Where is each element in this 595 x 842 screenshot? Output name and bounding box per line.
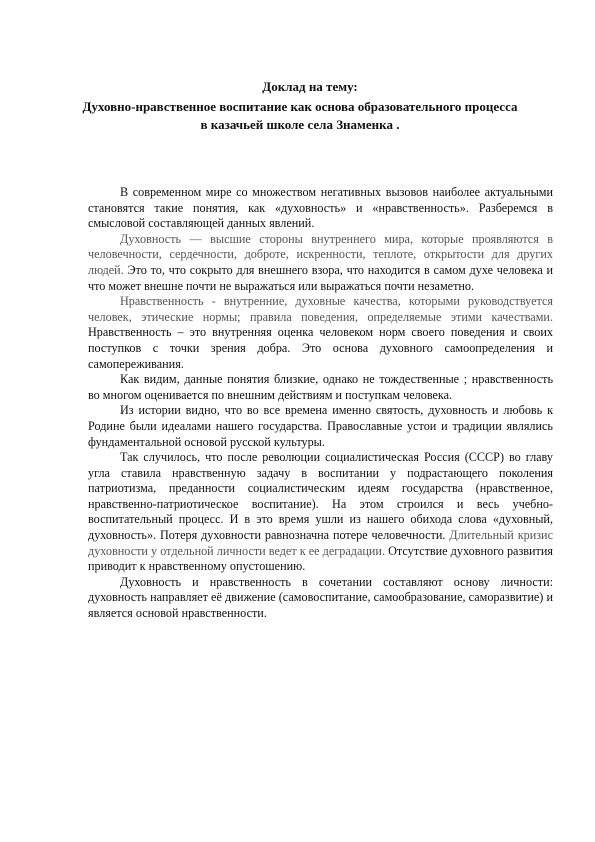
paragraph-text: Это то, что сокрыто для внешнего взора, что находится в самом духе человека и что может внешне почти не выражаться или выражаться почти незаметно. [88,262,554,293]
paragraph-2 [88,232,553,294]
paragraph-text: Духовность — высшие стороны внутреннего мира, которые проявляются в человечности, сердечности, доброте, искренности, теплоте, открытости для других людей. [88,231,553,277]
paragraph-5 [88,403,553,450]
paragraph-6 [88,450,553,575]
paragraph-text: Нравственность – это внутренняя оценка человеком норм своего поведения и своих поступков с точки зрения добра. Это основа духовного самоопределения и самопереживания. [88,325,553,371]
paragraph-3 [88,294,553,372]
paragraph-text: В современном мире со множеством негативных вызовов наиболее актуальными становятся такие понятия, как «духовность» и «нравственность». Разберемся в смысловой составляющей данных явлений. [88,185,553,231]
paragraph-text: Нравственность - внутренние, духовные качества, которыми руководствуется человек, этические нормы; правила поведения, определяемые этими качествами. [88,294,553,324]
paragraph-text: Духовность и нравственность в сочетании составляют основу личности: духовность направляет её движение (самовоспитание, самообразование, саморазвитие) и является основой нравственности. [88,574,553,621]
paragraph-text: Так случилось, что после революции социалистическая Россия (СССР) во главу угла ставила нравственную задачу в воспитании у подрастающего поколения патриотизма, преданности социалистическим идеям государства (нравственное, нравственно-патриотическое воспитание). На этом строился и весь учебно-воспитательный процесс. И в это время ушли из нашего обихода слова «духовный, духовность». Потеря духовности равнозначна потере человечности. [88,450,553,543]
paragraph-text: Отсутствие духовного развития приводит к нравственному опустошению. [88,543,553,574]
report-heading: Доклад на тему: [262,79,358,94]
paragraph-text: Длительный кризис духовности у отдельной личности ведет к ее деградации. [88,528,553,558]
paragraph-7 [88,575,553,622]
report-subtitle-line2: в казачьей школе села Знаменка . [200,117,400,132]
report-body [88,185,553,622]
paragraph-text: Как видим, данные понятия близкие, однако не тождественные ; нравственность во многом оценивается по внешним действиям и поступкам человека. [88,372,553,402]
paragraph-1 [88,185,553,232]
paragraph-4 [88,372,553,403]
report-subtitle-line1: Духовно-нравственное воспитание как основа образовательного процесса [82,99,518,114]
paragraph-text: Из истории видно, что во все времена именно святость, духовность и любовь к Родине были идеалами нашего государства. Православные устои и традиции являлись фундаментальной основой русской культуры. [88,403,553,449]
